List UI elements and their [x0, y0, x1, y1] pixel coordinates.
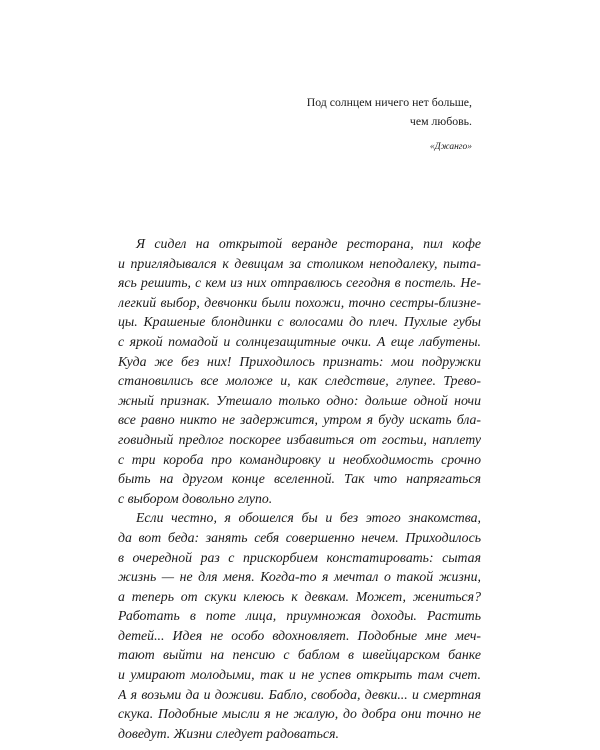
text-line: все равно никто не задержится, утром я буду искать бла-: [118, 412, 481, 428]
text-line: в очередной раз с прискорбием констатировать: сытая: [118, 549, 481, 565]
text-line: говидный предлог поскорее избавиться от гостьи, наплету: [118, 431, 481, 447]
text-line: доведут. Жизни следует радоваться.: [118, 725, 339, 741]
text-line: да вот беда: занять себя совершенно нечем. Приходилось: [118, 529, 481, 545]
text-line: А я возьми да и доживи. Бабло, свобода, девки... и смертная: [118, 686, 481, 702]
text-line: и приглядывался к девицам за столиком неподалеку, пыта-: [118, 255, 481, 271]
body-text: [118, 234, 481, 743]
text-line: легкий выбор, девчонки были похожи, точно сестры-близне-: [118, 294, 481, 310]
text-line: цы. Крашеные блондинки с волосами до плеч. Пухлые губы: [118, 314, 481, 330]
text-line: Куда же без них! Приходилось признать: мои подружки: [118, 353, 481, 369]
text-line: Я сидел на открытой веранде ресторана, пил кофе: [136, 236, 481, 251]
text-line: ясь решить, с кем из них отправлюсь сегодня в постель. Не-: [118, 275, 481, 291]
text-line: Работать в поте лица, приумножая доходы. Растить: [118, 608, 481, 624]
epigraph-source: «Джанго»: [429, 142, 472, 152]
text-line: детей... Идея не особо вдохновляет. Подобные мне меч-: [118, 627, 481, 643]
text-line: с выбором довольно глупо.: [118, 490, 273, 506]
text-line: с яркой помадой и солнцезащитные очки. А еще лабутены.: [118, 333, 481, 349]
text-line: скука. Подобные мысли я не жалую, до добра они точно не: [118, 706, 481, 722]
epigraph-line-1: Под солнцем ничего нет больше,: [306, 95, 472, 109]
text-line: а теперь от скуки клеюсь к девкам. Может, жениться?: [118, 588, 481, 604]
text-line: жизнь — не для меня. Когда-то я мечтал о такой жизни,: [118, 569, 481, 585]
epigraph: [212, 93, 472, 157]
text-line: и умирают молодыми, так и не успев открыть там счет.: [118, 667, 481, 683]
text-line: быть на другом конце вселенной. Так что напрягаться: [118, 471, 481, 487]
text-line: жный признак. Утешало только одно: дольше одной ночи: [118, 392, 481, 408]
text-line: тают выйти на пенсию с баблом в швейцарском банке: [118, 647, 481, 663]
epigraph-line-2: чем любовь.: [409, 113, 472, 128]
text-line: с три короба про командировку и необходимость срочно: [118, 451, 481, 467]
text-line: Если честно, я обошелся бы и без этого знакомства,: [136, 510, 481, 526]
text-line: становились все моложе и, как следствие, глупее. Трево-: [118, 373, 481, 389]
